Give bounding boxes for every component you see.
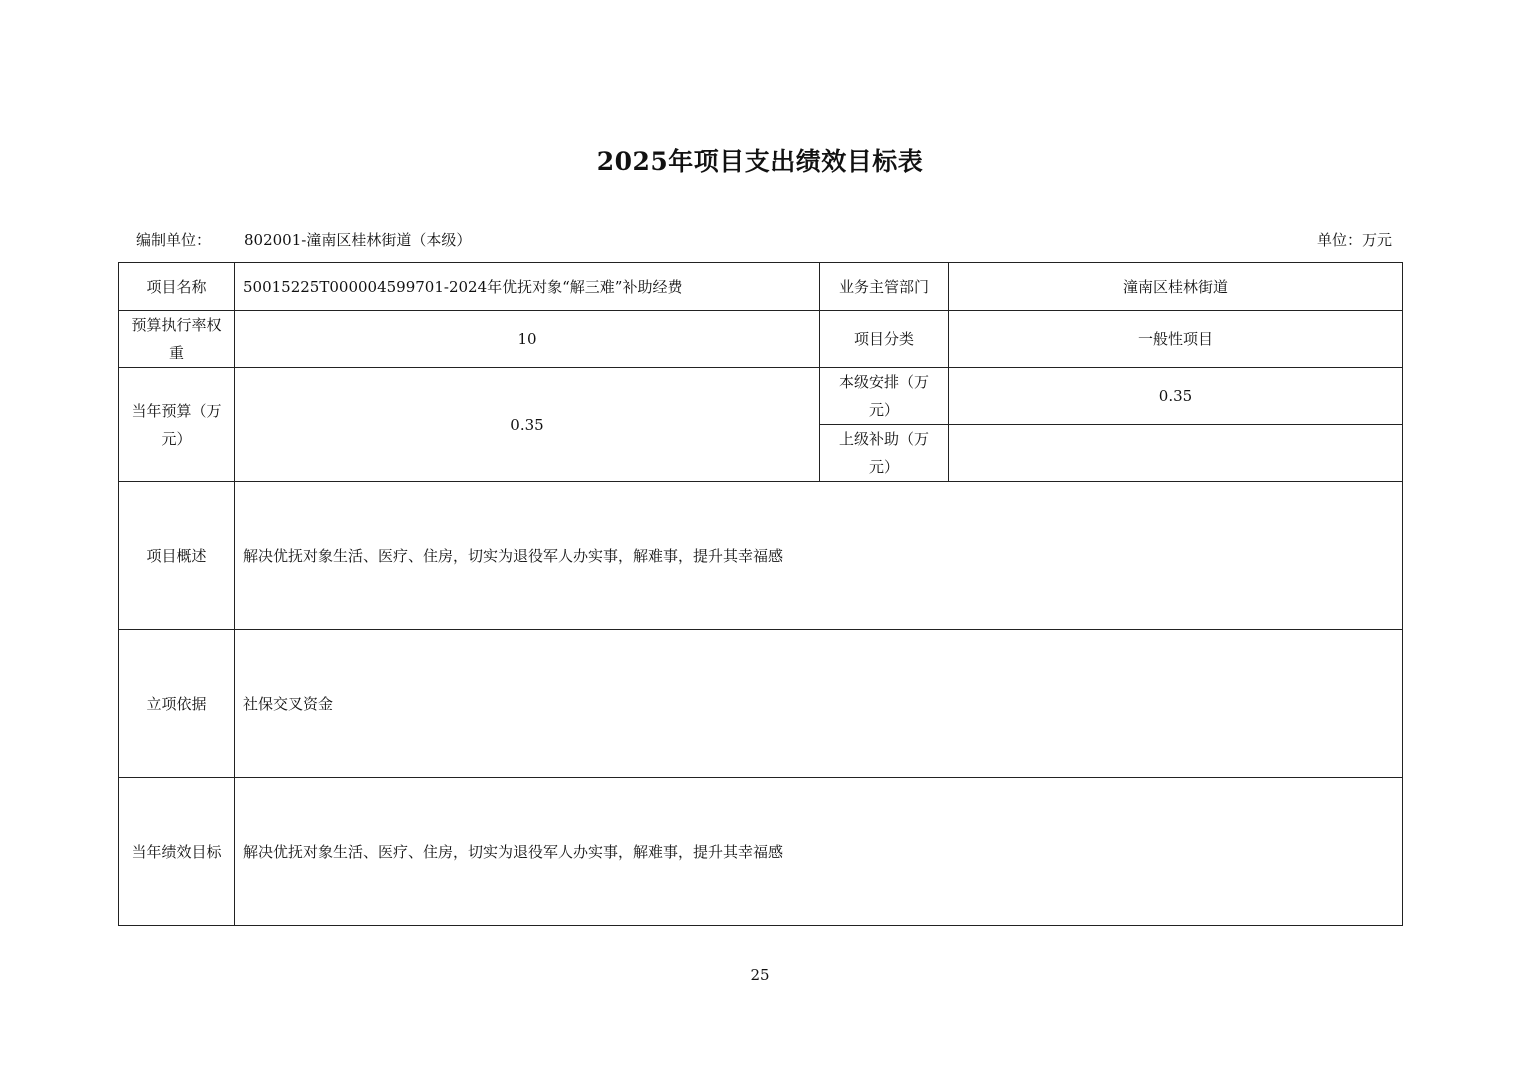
- performance-goal-label: 当年绩效目标: [119, 778, 235, 926]
- page-number: 25: [750, 966, 770, 984]
- local-arrangement-label: 本级安排（万元）: [820, 368, 949, 425]
- table-row: [119, 311, 1403, 368]
- superior-subsidy-value: [949, 425, 1403, 482]
- page-title: 2025年项目支出绩效目标表: [596, 147, 924, 176]
- department-label: 业务主管部门: [820, 263, 949, 311]
- table-row: [119, 368, 1403, 425]
- department-value: 潼南区桂林街道: [949, 263, 1403, 311]
- superior-subsidy-label: 上级补助（万元）: [820, 425, 949, 482]
- overview-value: 解决优抚对象生活、医疗、住房，切实为退役军人办实事，解难事，提升其幸福感: [235, 482, 1403, 630]
- overview-label: 项目概述: [119, 482, 235, 630]
- table-row: [119, 263, 1403, 311]
- category-label: 项目分类: [820, 311, 949, 368]
- annual-budget-label: 当年预算（万元）: [119, 368, 235, 482]
- project-name-value: 50015225T000004599701-2024年优抚对象“解三难”补助经费: [235, 263, 820, 311]
- category-value: 一般性项目: [949, 311, 1403, 368]
- compiling-unit-label: 编制单位：: [136, 231, 212, 249]
- performance-target-table: [118, 262, 1403, 926]
- table-row: [119, 630, 1403, 778]
- table-row: [119, 778, 1403, 926]
- performance-goal-value: 解决优抚对象生活、医疗、住房，切实为退役军人办实事，解难事，提升其幸福感: [235, 778, 1403, 926]
- compiling-unit-value: 802001-潼南区桂林街道（本级）: [244, 231, 472, 249]
- basis-label: 立项依据: [119, 630, 235, 778]
- table-row: [119, 482, 1403, 630]
- execution-rate-label: 预算执行率权重: [119, 311, 235, 368]
- project-name-label: 项目名称: [119, 263, 235, 311]
- execution-rate-value: 10: [235, 311, 820, 368]
- local-arrangement-value: 0.35: [949, 368, 1403, 425]
- currency-unit: 单位：万元: [1316, 231, 1392, 249]
- annual-budget-value: 0.35: [235, 368, 820, 482]
- basis-value: 社保交叉资金: [235, 630, 1403, 778]
